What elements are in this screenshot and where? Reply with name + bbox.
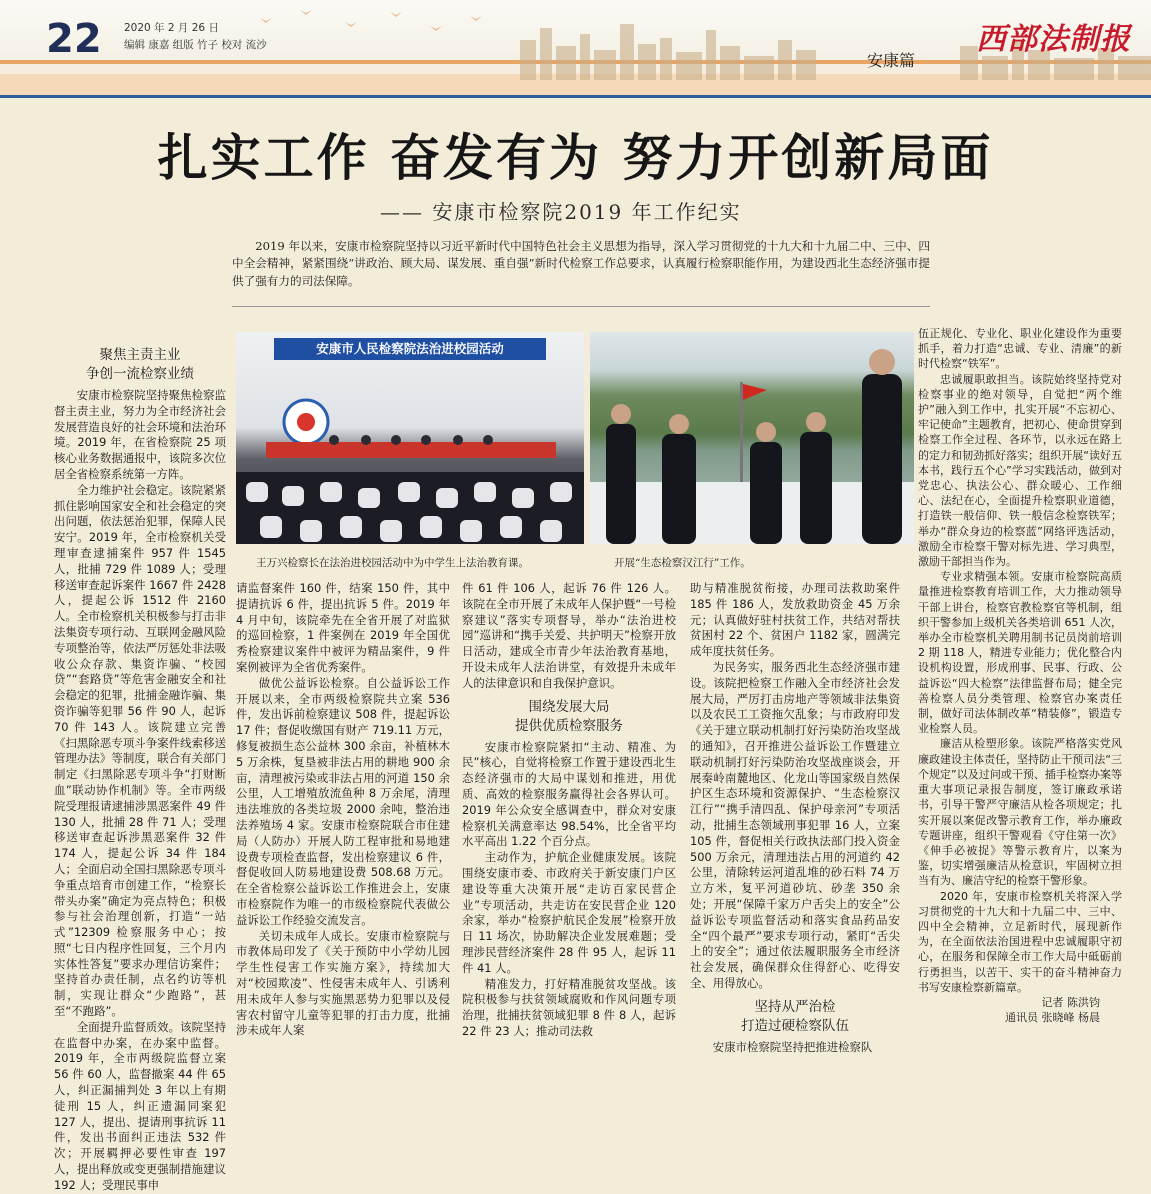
lead-paragraph: 2019 年以来，安康市检察院坚持以习近平新时代中国特色社会主义思想为指导，深入学习贯彻党的十九大和十九届二中、三中、四中全会精神，紧紧围绕“讲政治、顾大局、谋发展、重自强”新时代检察工作总要求，认真履行检察职能作用，为建设西北生态经济强市提供了强有力的司法保障。 [232,239,930,288]
issue-meta [124,20,267,54]
photo-river-patrol [590,332,914,544]
paragraph: 助与精准脱贫衔接，办理司法救助案件 185 件 186 人，发放救助资金 45 万余元；认真做好驻村扶贫工作，共结对帮扶贫困村 22 个、贫困户 1182 家，圆满完成年度扶贫任务。 [690,581,900,659]
headline: 扎实工作 奋发有为 努力开创新局面 [157,129,994,187]
subhead-1 [54,346,226,384]
byline-correspondents: 通讯员 张晓峰 杨晨 [1005,1011,1100,1025]
article-column-3 [462,581,676,1040]
article-column-1 [54,340,226,1194]
subhead-1-line1: 聚焦主责主业 [99,347,181,363]
paragraph: 件 61 件 106 人，起诉 76 件 126 人。该院在全市开展了未成年人保护暨“一号检察建议”落实专项督导，举办“法治进校园”巡讲和“携手关爱、共护明天”检察开放日活动，建成全市青少年法治教育基地，开设未成年人法治讲堂，有效提升未成年人的法律意识和自我保护意识。 [462,581,676,690]
paragraph: 专业求精强本领。安康市检察院高质量推进检察教育培训工作，大力推动领导干部上讲台，检察官教检察官等机制，组织干警参加上级机关各类培训 651 人次，举办全市检察机关聘用制书记员岗前培训 2 期 118 人，精进专业能力；优化整合内设机构设置，形成刑事、民事、行政、公益诉讼“四大检察”法律监督布局；健全完善检察人员分类管理、检察官办案责任制，做好司法体制改革“精装修”，锻造专业检察人员。 [918,570,1122,736]
newspaper-logo: 西部法制报 [976,22,1131,57]
subhead-3-line1: 坚持从严治检 [754,998,836,1015]
subhead-2-line1: 围绕发展大局 [528,698,610,715]
paragraph: 全面提升监督质效。该院坚持在监督中办案，在办案中监督。2019 年，全市两级院监督立案 56 件 60 人，监督撤案 44 件 65 人，纠正漏捕判处 3 年以上有期徒刑 15 人，纠正遗漏同案犯 127 人，提出、提请刑事抗诉 11 件，发出书面纠正违法 532 件次；开展羁押必要性审查 197 人，提出释放或变更强制措施建议 192 人；受理民事申 [54,1019,226,1192]
article-column-2 [236,581,450,1039]
subhead-2 [462,698,676,736]
paragraph: 廉洁从检塑形象。该院严格落实党风廉政建设主体责任，坚持防止干预司法“三个规定”以及过问或干预、插手检察办案等重大事项记录报告制度，签订廉政承诺书，引导干警严守廉洁从检各项规定；扎实开展以案促改警示教育工作，举办廉政专题讲座，组织干警观看《守住第一次》《伸手必被捉》等警示教育片，以案为鉴，切实增强廉洁从检意识，牢固树立担当有为、廉洁守纪的检察干警形象。 [918,737,1122,888]
paragraph: 关切未成年人成长。安康市检察院与市教体局印发了《关于预防中小学幼儿园学生性侵害工作实施方案》，持续加大对“校园欺凌”、性侵害未成年人、引诱利用未成年人参与实施黑恶势力犯罪以及侵害农村留守儿童等犯罪的打击力度，批捕涉未成年人案 [236,928,450,1038]
photo-caption-2: 开展“生态检察汉江行”工作。 [614,557,751,569]
issue-date: 2020 年 2 月 26 日 [124,22,219,34]
paragraph: 全力维护社会稳定。该院紧紧抓住影响国家安全和社会稳定的突出问题，依法惩治犯罪，保障人民安宁。2019 年，全市检察机关受理审查逮捕案件 957 件 1545 人，批捕 729 件 1089 人；受理移送审查起诉案件 1667 件 2428 人，提起公诉 1512 件 2160 人。全市检察机关积极参与打击非法集资专项行动、互联网金融风险专项整治等，依法严厉惩处非法吸收公众存款、集资诈骗、“校园贷”“套路贷”等危害金融安全和社会稳定的犯罪，批捕金融诈骗、集资诈骗等犯罪 56 件 90 人，起诉 70 件 143 人。该院建立完善《扫黑除恶专项斗争案件线索移送管理办法》等制度，联合有关部门制定《扫黑除恶专项斗争“打财断血”联动协作机制》等。全市两级院受理报请逮捕涉黑恶案件 49 件 130 人，批捕 28 件 71 人；受理移送审查起诉涉黑恶案件 32 件 174 人，提起公诉 34 件 184 人；全面启动全国扫黑除恶专项斗争重点培育市创建工作，“检察长带头办案”确定为亮点特色；积极参与社会治理创新，打造“一站式”12309 检察服务中心；按照“七日内程序性回复，三个月内实体性答复”要求办理信访案件；坚持首办责任制，点名约访等机制，实现让群众“少跑路”，甚至“不跑路”。 [54,482,226,1019]
paragraph: 忠诚履职敢担当。该院始终坚持党对检察事业的绝对领导，自觉把“两个维护”融入到工作中，扎实开展“不忘初心、牢记使命”主题教育，把初心、使命贯穿到检察工作全过程、各环节，以永远在路上的定力和韧劲抓好落实；组织开展“读好五本书，践行五个心”学习实践活动，做到对党忠心、执法公心、群众暖心、工作细心、法纪在心，全面提升检察职业道德，打造铁一般信仰、铁一般信念检察铁军；举办“群众身边的检察蓝”网络评选活动，激励全市检察干警对标先进、学习典型，激励干部担当作为。 [918,372,1122,569]
paragraph: 安康市检察院紧扣“主动、精准、为民”核心，自觉将检察工作置于建设西北生态经济强市的大局中谋划和推进，用优质、高效的检察服务赢得社会各界认可。2019 年公众安全感调查中，群众对安康检察机关满意率达 98.54%，比全省平均水平高出 1.22 个百分点。 [462,739,676,849]
paragraph: 精准发力，打好精准脱贫攻坚战。该院积极参与扶贫领域腐败和作风问题专项治理，批捕扶贫领域犯罪 8 件 8 人，起诉 22 件 23 人；推动司法救 [462,976,676,1038]
byline-reporter: 记者 陈洪钧 [1041,995,1100,1009]
lead-divider [232,306,930,307]
article-column-5 [918,326,1122,1025]
photo-caption-1: 王万兴检察长在法治进校园活动中为中学生上法治教育课。 [256,557,529,569]
page-number: 22 [46,16,102,62]
paragraph: 安康市检察院坚持把推进检察队 [712,1039,873,1054]
photo-banner-text: 安康市人民检察院法治进校园活动 [316,341,504,356]
photo-river-patrol-image [590,332,914,544]
article-column-4 [690,581,900,1056]
editor-credits: 编辑 康嘉 组版 竹子 校对 流沙 [124,39,267,51]
subhead-2-line2: 提供优质检察服务 [515,717,623,734]
paragraph: 请监督案件 160 件，结案 150 件，其中提请抗诉 6 件，提出抗诉 5 件。2019 年 4 月中旬，该院牵先在全省开展了对监狱的巡回检察，1 件案例在 2019 年全国优秀检察建议案件中被评为精品案件，9 件案例被评为全省优秀案件。 [236,581,450,674]
section-label: 安康篇 [866,51,915,70]
sub-headline: —— 安康市检察院2019 年工作纪实 [380,200,742,224]
paragraph: 伍正规化、专业化、职业化建设作为重要抓手，着力打造“忠诚、专业、清廉”的新时代检察“铁军”。 [918,327,1122,371]
photo-school-event [236,332,584,544]
subhead-3-line2: 打造过硬检察队伍 [741,1017,849,1034]
photo-school-event-image [236,332,584,544]
subhead-3 [690,998,900,1036]
paragraph: 为民务实，服务西北生态经济强市建设。该院把检察工作融入全市经济社会发展大局，严厉打击房地产等领域非法集资以及农民工工资拖欠乱象；与市政府印发《关于建立联动机制打好污染防治攻坚战的通知》，召开推进公益诉讼工作暨建立联动机制打好污染防治攻坚战座谈会，开展秦岭南麓地区、化龙山等国家级自然保护区生态环境和资源保护、“生态检察汉江行”“携手清四乱、保护母亲河”专项活动，批捕生态领域刑事犯罪 16 人，立案 105 件，督促相关行政执法部门投入资金 500 万余元，清理违法占用的河道约 42 公里，清除转运河道乱堆的砂石料 74 万立方米，复平河道砂坑、砂垄 350 余处；开展“保障千家万户舌尖上的安全”公益诉讼专项监督活动和落实食品药品安全“四个最严”要求专项行动，紧盯“舌尖上的安全”；通过依法履职服务全市经济社会发展，确保群众住得舒心、吃得安全、用得放心。 [690,659,900,990]
paragraph: 做优公益诉讼检察。自公益诉讼工作开展以来，全市两级检察院共立案 536 件，发出诉前检察建议 508 件，提起诉讼 17 件；督促收缴国有财产 719.11 万元，修复被损生态公益林 300 余亩，补植林木 5 万余株，复垦被非法占用的耕地 900 余亩，清理被污染或非法占用的河道 150 余公里，人工增殖放流鱼种 8 万余尾，清理违法堆放的各类垃圾 2000 余吨，整治违法养殖场 4 家。安康市检察院联合市住建局（人防办）开展人防工程审批和易地建设费专项检查监督，发出检察建议 6 件，督促收回人防易地建设费 508.68 万元。在全省检察公益诉讼工作推进会上，安康市检察院作为唯一的市级检察院代表做公益诉讼工作经验交流发言。 [236,675,450,927]
paragraph: 主动作为，护航企业健康发展。该院围绕安康市委、市政府关于新安康门户区建设等重大决策开展“走访百家民营企业”专项活动，共走访在安民营企业 120 余家，举办“检察护航民企发展”检察开放日 11 场次，协助解决企业发展难题；受理涉民营经济案件 28 件 95 人，起诉 11 件 41 人。 [462,850,676,975]
page-header [0,0,1151,98]
paragraph: 2020 年，安康市检察机关将深入学习贯彻党的十九大和十九届二中、三中、四中全会精神，立足新时代，展现新作为，在全面依法治国进程中忠诚履职守初心，在服务和保障全市工作大局中砥砺前行勇担当，以苦干、实干的奋斗精神奋力书写安康检察新篇章。 [918,889,1122,994]
paragraph: 安康市检察院坚持聚焦检察监督主责主业，努力为全市经济社会发展营造良好的社会环境和法治环境。2019 年，在省检察院 25 项核心业务数据通报中，该院多次位居全省检察系统第一方阵。 [54,388,226,481]
subhead-1-line2: 争创一流检察业绩 [86,366,194,382]
